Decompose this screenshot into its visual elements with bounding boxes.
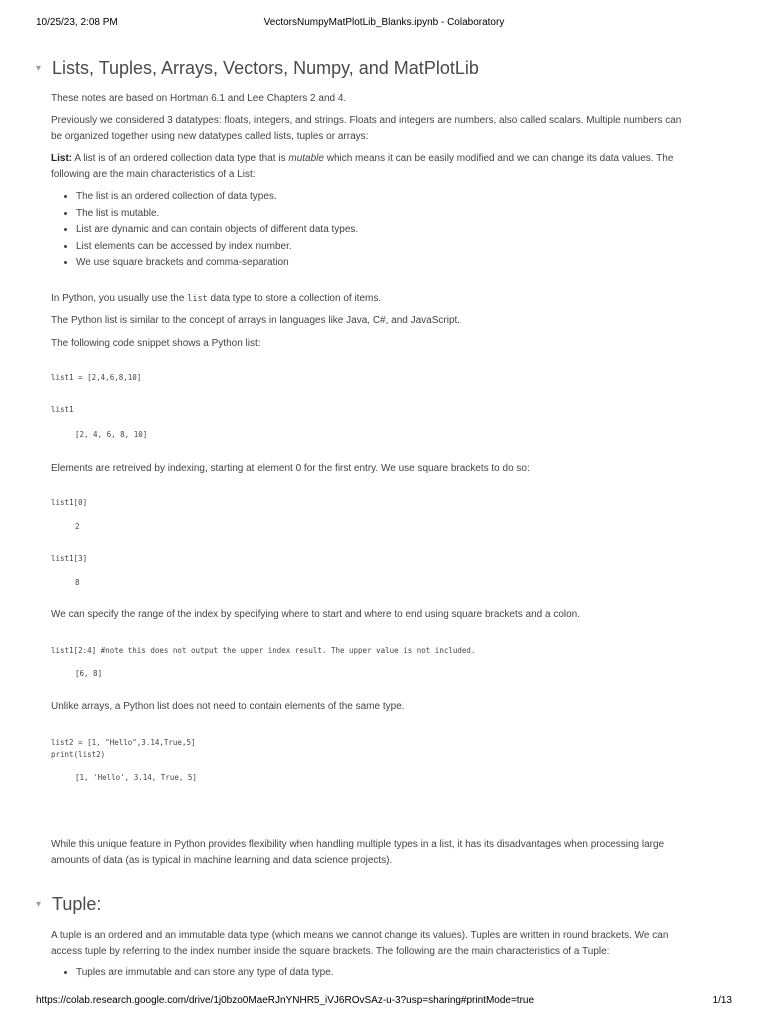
cell-output: 8 (75, 578, 80, 587)
range-paragraph: We can specify the range of the index by specifying where to start and where to end using square brackets and a colon. (51, 609, 581, 620)
section-heading-tuple[interactable] (36, 894, 101, 915)
page-url: https://colab.research.google.com/drive/1j0bzo0MaeRJnYNHR5_iVJ6ROvSAz-u-3?usp=sharing#printMode=true (36, 995, 535, 1006)
tuple-characteristics (62, 965, 334, 982)
print-header (0, 17, 768, 31)
code-cell[interactable]: list1[0] (51, 498, 88, 507)
list-item: • List elements can be accessed by index number. (76, 239, 358, 256)
intro-paragraph: These notes are based on Hortman 6.1 and Lee Chapters 2 and 4. (51, 93, 347, 104)
print-datetime: 10/25/23, 2:08 PM (36, 17, 118, 28)
list-item: • The list is mutable. (76, 206, 358, 223)
list-def-text-a: A list is of an ordered collection data type that is (72, 153, 289, 164)
snippet-paragraph: The following code snippet shows a Python list: (51, 338, 261, 349)
print-page-title: VectorsNumpyMatPlotLib_Blanks.ipynb - Colaboratory (263, 17, 505, 28)
code-cell[interactable]: list1[2:4] #note this does not output the upper index result. The upper value is not included. (51, 646, 476, 655)
code-cell[interactable]: list1 (51, 405, 74, 414)
python-list-text-b: data type to store a collection of items. (207, 293, 382, 304)
cell-output: [1, 'Hello', 3.14, True, 5] (75, 773, 197, 782)
chevron-down-icon[interactable]: ▾ (36, 63, 42, 74)
python-list-paragraph (51, 291, 691, 307)
cell-output: [2, 4, 6, 8, 10] (75, 430, 148, 439)
indexing-paragraph: Elements are retreived by indexing, starting at element 0 for the first entry. We use square brackets to do so: (51, 463, 530, 474)
list-characteristics (62, 189, 358, 272)
code-cell[interactable]: list1[3] (51, 554, 88, 563)
code-cell[interactable]: list2 = [1, "Hello",3.14,True,5] print(list2) (51, 738, 196, 759)
chevron-down-icon[interactable]: ▾ (36, 899, 42, 910)
section-title: Tuple: (52, 894, 102, 914)
list-item: • List are dynamic and can contain objects of different data types. (76, 222, 358, 239)
code-cell[interactable]: list1 = [2,4,6,8,10] (51, 373, 142, 382)
cell-output: 2 (75, 522, 80, 531)
section-title: Lists, Tuples, Arrays, Vectors, Numpy, and MatPlotLib (52, 58, 479, 78)
list-item: • The list is an ordered collection of data types. (76, 189, 358, 206)
print-footer (0, 995, 768, 1009)
list-label: List: (51, 153, 73, 164)
section-heading-lists[interactable] (36, 58, 479, 79)
list-item: • Tuples are immutable and can store any type of data type. (76, 965, 334, 982)
python-list-text-a: In Python, you usually use the (51, 293, 188, 304)
cell-output: [6, 8] (75, 669, 103, 678)
tuple-paragraph: A tuple is an ordered and an immutable data type (which means we cannot change its values). Tuples are written in round brackets. We can access tuple by referring to the index number inside the square brackets. The following are the main characteristics of a Tuple: (51, 930, 669, 957)
datatypes-paragraph: Previously we considered 3 datatypes: floats, integers, and strings. Floats and integers are numbers, also called scalars. Multiple numbers can be organized together using new datatypes called lists, tuples or arrays: (51, 115, 682, 142)
list-def-emphasis: mutable (288, 153, 324, 164)
arrays-paragraph: Unlike arrays, a Python list does not need to contain elements of the same type. (51, 701, 405, 712)
similar-paragraph: The Python list is similar to the concept of arrays in languages like Java, C#, and JavaScript. (51, 315, 461, 326)
inline-code-list: list (187, 294, 208, 304)
flexibility-paragraph: While this unique feature in Python provides flexibility when handling multiple types in a list, it has its disadvantages when processing large amounts of data (as is typical in machine learning and data science projects). (51, 839, 665, 866)
list-definition (51, 151, 691, 183)
page-number: 1/13 (712, 995, 732, 1006)
list-def-text-b: which means it can be easily modified and we can change its data values. The following are the main characteristics of a List: (51, 153, 674, 180)
list-item: • We use square brackets and comma-separation (76, 255, 358, 272)
